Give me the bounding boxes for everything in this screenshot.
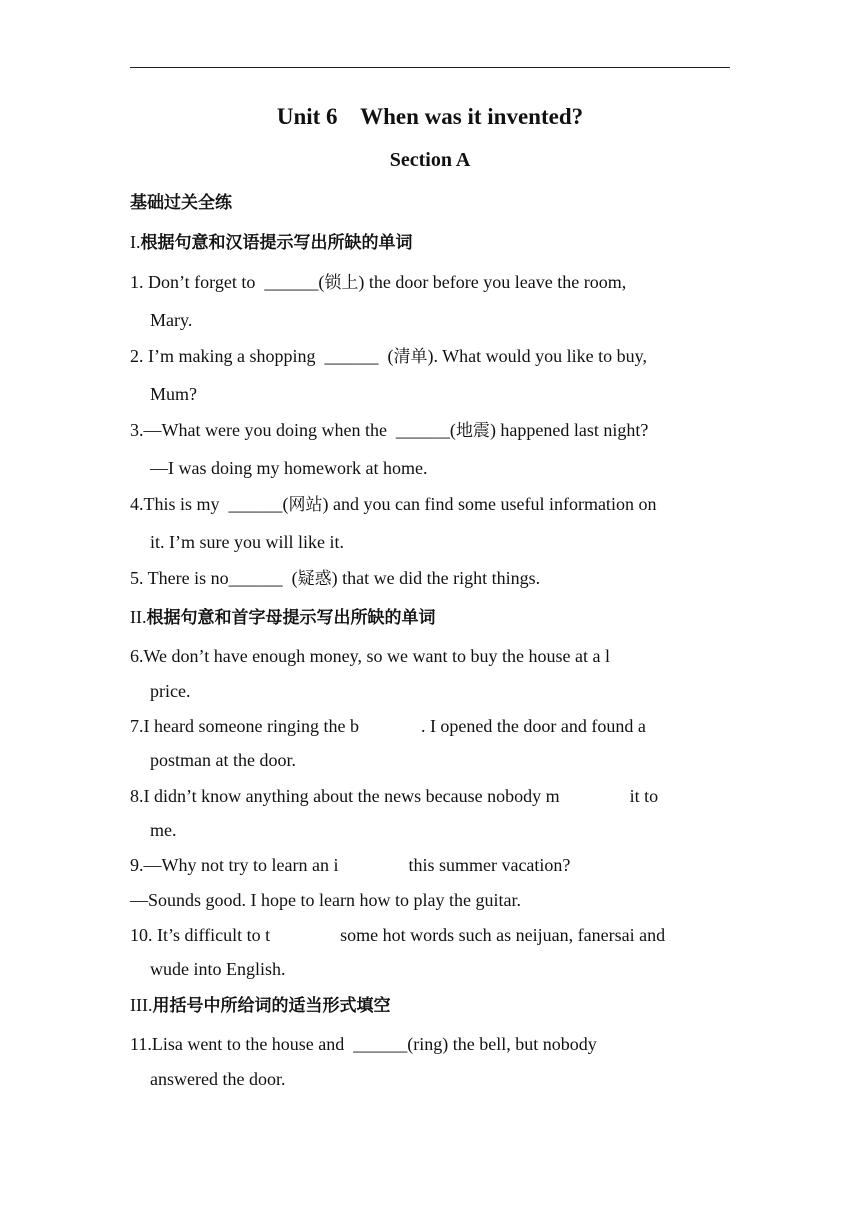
q2-hint: 清单 xyxy=(393,347,428,367)
part3-heading-text: 用括号中所给词的适当形式填空 xyxy=(152,996,391,1016)
question-8-cont: me. xyxy=(150,820,177,840)
question-2-cont: Mum? xyxy=(150,384,197,404)
question-10 xyxy=(130,923,665,947)
question-4 xyxy=(130,492,656,517)
question-3 xyxy=(130,418,648,443)
question-11: 11.Lisa went to the house and ______(ring) the bell, but nobody xyxy=(130,1034,597,1054)
q1-text-b: ) the door before you leave the room, xyxy=(358,272,627,292)
q7-text-a: 7.I heard someone ringing the b xyxy=(130,716,359,736)
unit-title: Unit 6 When was it invented? xyxy=(276,104,584,129)
section-title: Section A xyxy=(389,149,471,171)
q5-text-a: 5. There is no______ ( xyxy=(130,568,298,588)
q5-hint: 疑惑 xyxy=(297,569,332,589)
question-7 xyxy=(130,714,646,738)
question-5 xyxy=(130,566,540,591)
practice-heading: 基础过关全练 xyxy=(130,193,232,213)
part1-numeral: I. xyxy=(130,232,141,252)
q10-text-b: some hot words such as neijuan, fanersai and xyxy=(340,925,666,945)
q8-text-b: it to xyxy=(629,786,659,806)
q4-text-a: 4.This is my ______( xyxy=(130,494,289,514)
q10-text-a: 10. It’s difficult to t xyxy=(130,925,271,945)
question-9-cont: —Sounds good. I hope to learn how to play the guitar. xyxy=(130,890,521,910)
part3-heading xyxy=(130,993,390,1018)
part1-heading xyxy=(130,230,413,255)
question-3-cont: —I was doing my homework at home. xyxy=(150,458,428,478)
q5-text-b: ) that we did the right things. xyxy=(331,568,541,588)
question-11-cont: answered the door. xyxy=(150,1069,286,1089)
question-4-cont: it. I’m sure you will like it. xyxy=(150,532,344,552)
question-6-cont: price. xyxy=(150,681,191,701)
q9-text-a: 9.—Why not try to learn an i xyxy=(130,855,339,875)
header-rule xyxy=(130,67,730,68)
q2-text-b: ). What would you like to buy, xyxy=(427,346,647,366)
q3-hint: 地震 xyxy=(455,421,490,441)
q8-text-a: 8.I didn’t know anything about the news because nobody m xyxy=(130,786,560,806)
question-1 xyxy=(130,270,626,295)
question-9 xyxy=(130,853,570,877)
q2-text-a: 2. I’m making a shopping ______ ( xyxy=(130,346,394,366)
question-2 xyxy=(130,344,647,369)
question-1-cont: Mary. xyxy=(150,310,193,330)
question-10-cont: wude into English. xyxy=(150,959,286,979)
q1-text-a: 1. Don’t forget to ______( xyxy=(130,272,325,292)
part2-heading-text: 根据句意和首字母提示写出所缺的单词 xyxy=(146,608,436,628)
question-8 xyxy=(130,784,658,808)
q1-hint: 锁上 xyxy=(324,273,359,293)
q3-text-b: ) happened last night? xyxy=(489,420,649,440)
q3-text-a: 3.—What were you doing when the ______( xyxy=(130,420,456,440)
question-7-cont: postman at the door. xyxy=(150,750,296,770)
q4-text-b: ) and you can find some useful information on xyxy=(322,494,657,514)
part2-numeral: II. xyxy=(130,607,147,627)
part1-heading-text: 根据句意和汉语提示写出所缺的单词 xyxy=(140,233,413,253)
q7-text-b: . I opened the door and found a xyxy=(420,716,646,736)
q4-hint: 网站 xyxy=(288,495,323,515)
part3-numeral: III. xyxy=(130,995,153,1015)
q9-text-b: this summer vacation? xyxy=(408,855,571,875)
part2-heading xyxy=(130,605,436,630)
question-6: 6.We don’t have enough money, so we want to buy the house at a l xyxy=(130,646,610,666)
